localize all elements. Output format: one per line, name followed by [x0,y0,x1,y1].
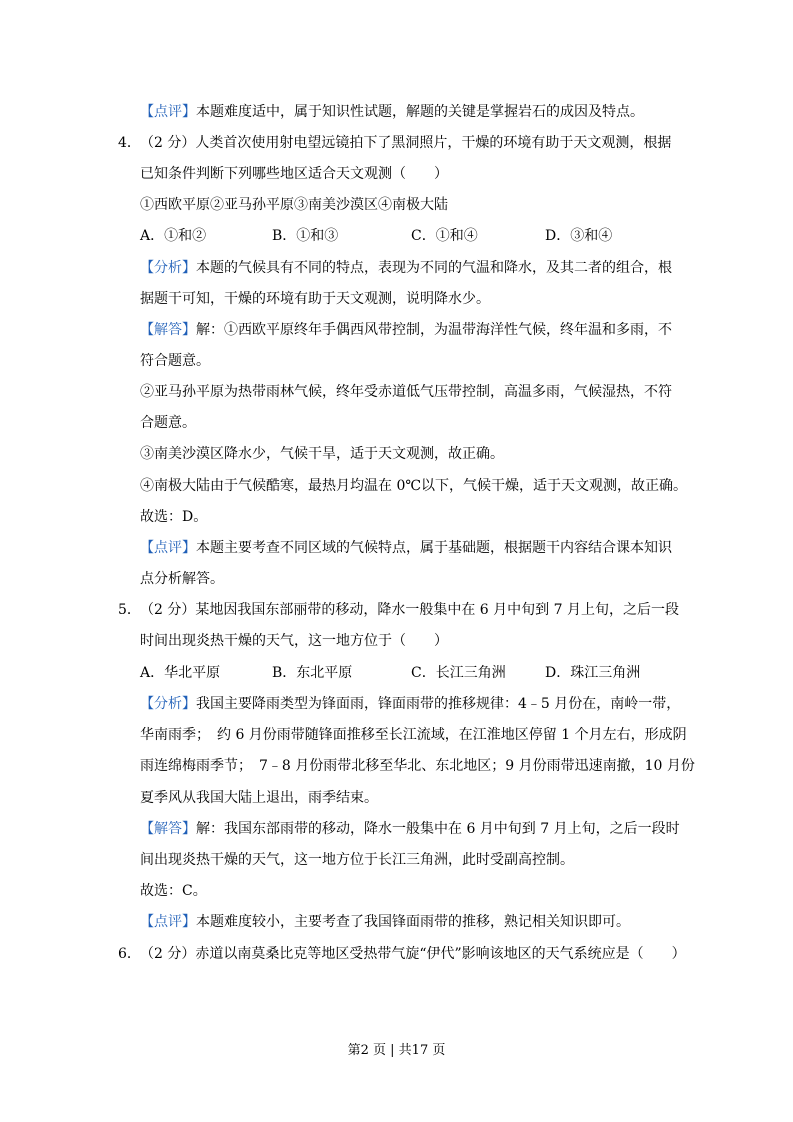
analysis-tag: 【分析】 [140,260,196,276]
q4-answer-line: ③南美沙漠区降水少，气候干旱，适于天文观测，故正确。 [140,446,504,462]
comment-tag: 【点评】 [140,540,196,556]
q5-comment [140,912,700,932]
q4-comment-line: 点分析解答。 [140,571,224,587]
q6-stem: （2 分）赤道以南莫桑比克等地区受热带气旋“伊代”影响该地区的天气系统应是（ ） [140,946,686,962]
q4-answer-line: 符合题意。 [140,353,210,369]
q5-stem-line: 时间出现炎热干燥的天气，这一地方位于（ ） [140,633,448,649]
q5-analysis-line: 夏季风从我国大陆上退出，雨季结束。 [140,790,378,806]
q5-option-b: B．东北平原 [272,665,353,681]
answer-tag: 【解答】 [140,322,196,338]
q5-analysis-line: 雨连绵梅雨季节； 7﹣8 月份雨带北移至华北、东北地区；9 月份雨带迅速南撤，10 月份 [140,758,695,774]
q5-option-c: C．长江三角洲 [411,665,506,681]
q4-stem-line: 已知条件判断下列哪些地区适合天文观测（ ） [140,166,448,182]
q4-analysis [140,258,700,278]
answer-text: 解：①西欧平原终年手偶西风带控制，为温带海洋性气候，终年温和多雨，不 [196,322,672,338]
q4-option-a: A．①和② [140,228,207,244]
q5-analysis-line: 华南雨季； 约 6 月份雨带随锋面推移至长江流域，在江淮地区停留 1 个月左右，形成阴 [140,727,687,743]
q4-answer-line: 合题意。 [140,415,196,431]
comment-tag: 【点评】 [140,914,196,930]
q4-comment [140,538,700,558]
q4-option-d: D．③和④ [545,228,613,244]
analysis-tag: 【分析】 [140,696,196,712]
q4-items: ①西欧平原②亚马孙平原③南美沙漠区④南极大陆 [140,197,448,213]
q5-option-d: D．珠江三角洲 [545,665,641,681]
comment-text: 本题主要考查不同区域的气候特点，属于基础题，根据题干内容结合课本知识 [196,540,672,556]
answer-text: 解：我国东部雨带的移动，降水一般集中在 6 月中旬到 7 月上旬，之后一段时 [196,821,680,837]
page-footer: 第2 页 | 共17 页 [347,1043,446,1058]
q5-answer-choice: 故选：C。 [140,883,207,899]
q5-analysis [140,694,700,714]
q5-stem-line: （2 分）某地因我国东部丽带的移动，降水一般集中在 6 月中旬到 7 月上旬，之后一段 [140,602,679,618]
q3-comment [140,102,700,122]
q4-answer-choice: 故选：D。 [140,509,208,525]
comment-tag: 【点评】 [140,104,196,120]
analysis-text: 我国主要降雨类型为锋面雨，锋面雨带的推移规律：4﹣5 月份在，南岭一带， [196,696,681,712]
question-number: 4． [118,135,141,151]
q4-option-b: B．①和③ [272,228,339,244]
q4-option-c: C．①和④ [411,228,478,244]
q4-analysis-line: 据题干可知，干燥的环境有助于天文观测，说明降水少。 [140,291,490,307]
q4-answer-line: ④南极大陆由于气候酷寒，最热月均温在 0℃以下，气候干燥，适于天文观测，故正确。 [140,478,688,494]
analysis-text: 本题的气候具有不同的特点，表现为不同的气温和降水，及其二者的组合，根 [196,260,672,276]
question-number: 6． [118,946,141,962]
answer-tag: 【解答】 [140,821,196,837]
question-number: 5． [118,602,141,618]
comment-text: 本题难度适中，属于知识性试题，解题的关键是掌握岩石的成因及特点。 [196,104,644,120]
q5-answer-line: 间出现炎热干燥的天气，这一地方位于长江三角洲，此时受副高控制。 [140,852,574,868]
q4-answer [140,320,700,340]
comment-text: 本题难度较小，主要考查了我国锋面雨带的推移，熟记相关知识即可。 [196,914,630,930]
q5-option-a: A．华北平原 [140,665,221,681]
q5-answer [140,819,700,839]
q4-stem-line: （2 分）人类首次使用射电望远镜拍下了黑洞照片，干燥的环境有助于天文观测，根据 [140,135,672,151]
q4-answer-line: ②亚马孙平原为热带雨林气候，终年受赤道低气压带控制，高温多雨，气候湿热，不符 [140,384,672,400]
